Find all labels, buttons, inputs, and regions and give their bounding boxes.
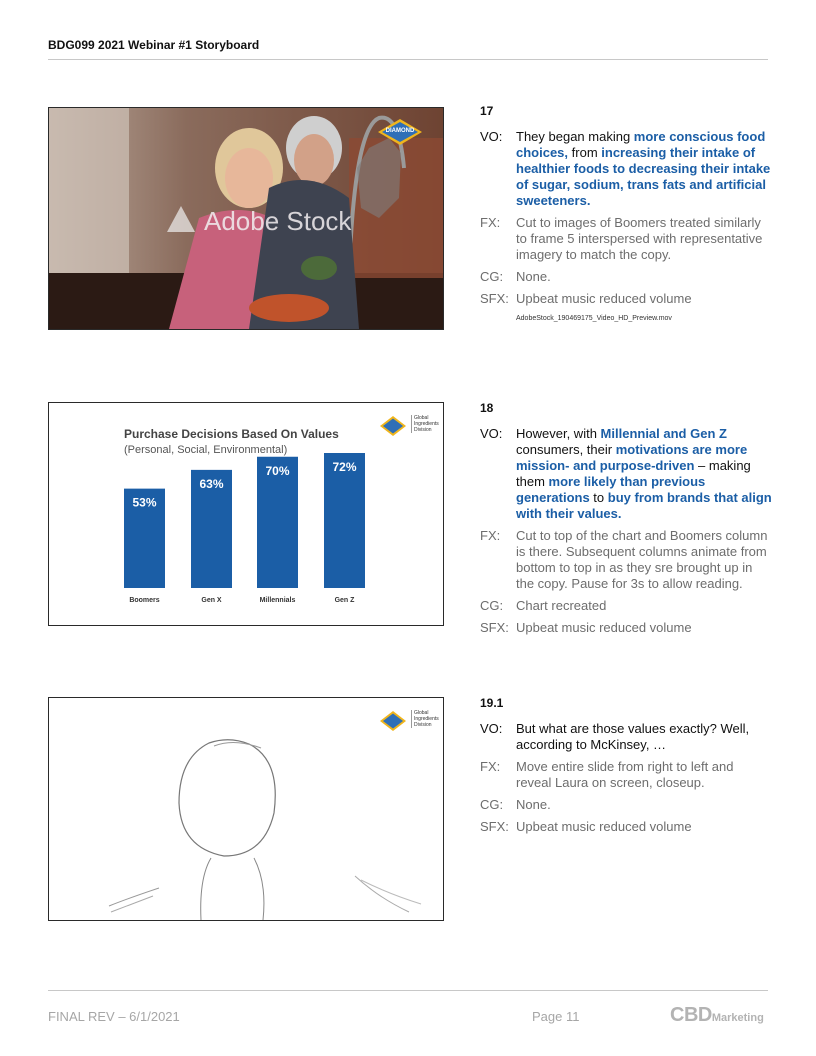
category-label: Gen Z — [334, 597, 355, 604]
vo-text — [516, 721, 772, 753]
vo-segment: – making them — [516, 458, 751, 489]
vo-label: VO: — [480, 721, 503, 736]
scene-17 — [480, 104, 772, 322]
scene-number: 18 — [480, 401, 494, 415]
cg-text: None. — [516, 269, 551, 284]
vo-segment: from — [568, 145, 602, 160]
page-number: Page 11 — [532, 1009, 580, 1024]
vo-segment: to — [589, 490, 608, 505]
scene-19-1 — [480, 696, 772, 841]
vo-label: VO: — [480, 426, 503, 441]
category-label: Boomers — [129, 597, 160, 604]
vo-row — [480, 129, 772, 209]
sfx-label: SFX: — [480, 291, 509, 306]
category-label: Gen X — [201, 597, 222, 604]
vo-text — [516, 129, 772, 209]
fx-text: Move entire slide from right to left and reveal Laura on screen, closeup. — [516, 759, 734, 790]
vo-highlight: more likely than previous generations — [516, 474, 706, 505]
vo-segment: But what are those values exactly? Well, according to McKinsey, … — [516, 721, 750, 752]
revision-date: FINAL REV – 6/1/2021 — [48, 1009, 180, 1024]
sfx-row — [480, 620, 772, 636]
category-label: Millennials — [259, 597, 296, 604]
sfx-row — [480, 819, 772, 835]
footer-divider — [48, 990, 768, 991]
chart-title: Purchase Decisions Based On Values — [124, 427, 339, 441]
gid-label: Global Ingredients Division — [411, 415, 439, 433]
chart-subtitle: (Personal, Social, Environmental) — [124, 444, 288, 456]
fx-text: Cut to top of the chart and Boomers column is there. Subsequent columns animate from bottom to top in as they sre brought up in the copy. Pause for 3s to allow reading. — [516, 528, 768, 591]
sfx-text: Upbeat music reduced volume — [516, 819, 692, 834]
scene-number: 19.1 — [480, 696, 504, 710]
sfx-row — [480, 291, 772, 307]
adobe-stock-watermark: Adobe Stock — [204, 206, 352, 236]
header-divider — [48, 59, 768, 60]
bar-value-label: 53% — [132, 495, 157, 510]
vo-segment: consumers, their — [516, 442, 616, 457]
vo-highlight: buy from brands that align with their values. — [516, 490, 772, 521]
bar-value-label: 72% — [332, 460, 357, 474]
vo-label: VO: — [480, 129, 503, 144]
video-filename: AdobeStock_190469175_Video_HD_Preview.mov — [516, 315, 672, 322]
bar-value-label: 70% — [265, 463, 290, 478]
cg-row — [480, 598, 772, 614]
brand-logo: DIAMOND — [377, 118, 423, 146]
fx-text: Cut to images of Boomers treated similarly to frame 5 interspersed with representative imagery to match the copy. — [516, 215, 763, 262]
bar-value-label: 63% — [199, 476, 224, 491]
vo-highlight: Millennial and Gen Z — [600, 426, 727, 441]
brand-logo — [379, 710, 407, 732]
scene-number: 17 — [480, 104, 494, 118]
vo-highlight: motivations are more mission- and purpose-driven — [516, 442, 748, 473]
fx-row — [480, 528, 772, 592]
frame-17-image — [48, 107, 444, 330]
document-title: BDG099 2021 Webinar #1 Storyboard — [48, 38, 260, 52]
sfx-text: Upbeat music reduced volume — [516, 620, 692, 635]
vo-highlight: more conscious food choices, — [516, 129, 766, 160]
vo-highlight: increasing their intake of healthier foods to decreasing their intake of sugar, sodium, trans fats and artificial sweeteners. — [516, 145, 771, 208]
cg-label: CG: — [480, 598, 504, 613]
cg-row — [480, 269, 772, 285]
cg-text: Chart recreated — [516, 598, 607, 613]
cg-row — [480, 797, 772, 813]
adobe-logo-icon — [167, 206, 195, 232]
fx-label: FX: — [480, 215, 501, 230]
vo-segment: They began making — [516, 129, 634, 144]
fx-row — [480, 215, 772, 263]
frame-18-chart — [48, 402, 444, 626]
fx-label: FX: — [480, 759, 501, 774]
vo-segment: However, with — [516, 426, 601, 441]
sfx-label: SFX: — [480, 620, 509, 635]
scene-18 — [480, 401, 772, 642]
gid-label: Global Ingredients Division — [411, 710, 439, 728]
sfx-text: Upbeat music reduced volume — [516, 291, 692, 306]
cg-label: CG: — [480, 269, 504, 284]
cg-label: CG: — [480, 797, 504, 812]
cbd-marketing-logo: CBDMarketing — [670, 1004, 764, 1026]
fx-label: FX: — [480, 528, 501, 543]
vo-row — [480, 426, 772, 522]
vo-text — [516, 426, 772, 522]
cg-text: None. — [516, 797, 551, 812]
vo-row — [480, 721, 772, 753]
bar-chart — [49, 403, 443, 625]
frame-19-sketch — [48, 697, 444, 921]
fx-row — [480, 759, 772, 791]
sfx-label: SFX: — [480, 819, 509, 834]
